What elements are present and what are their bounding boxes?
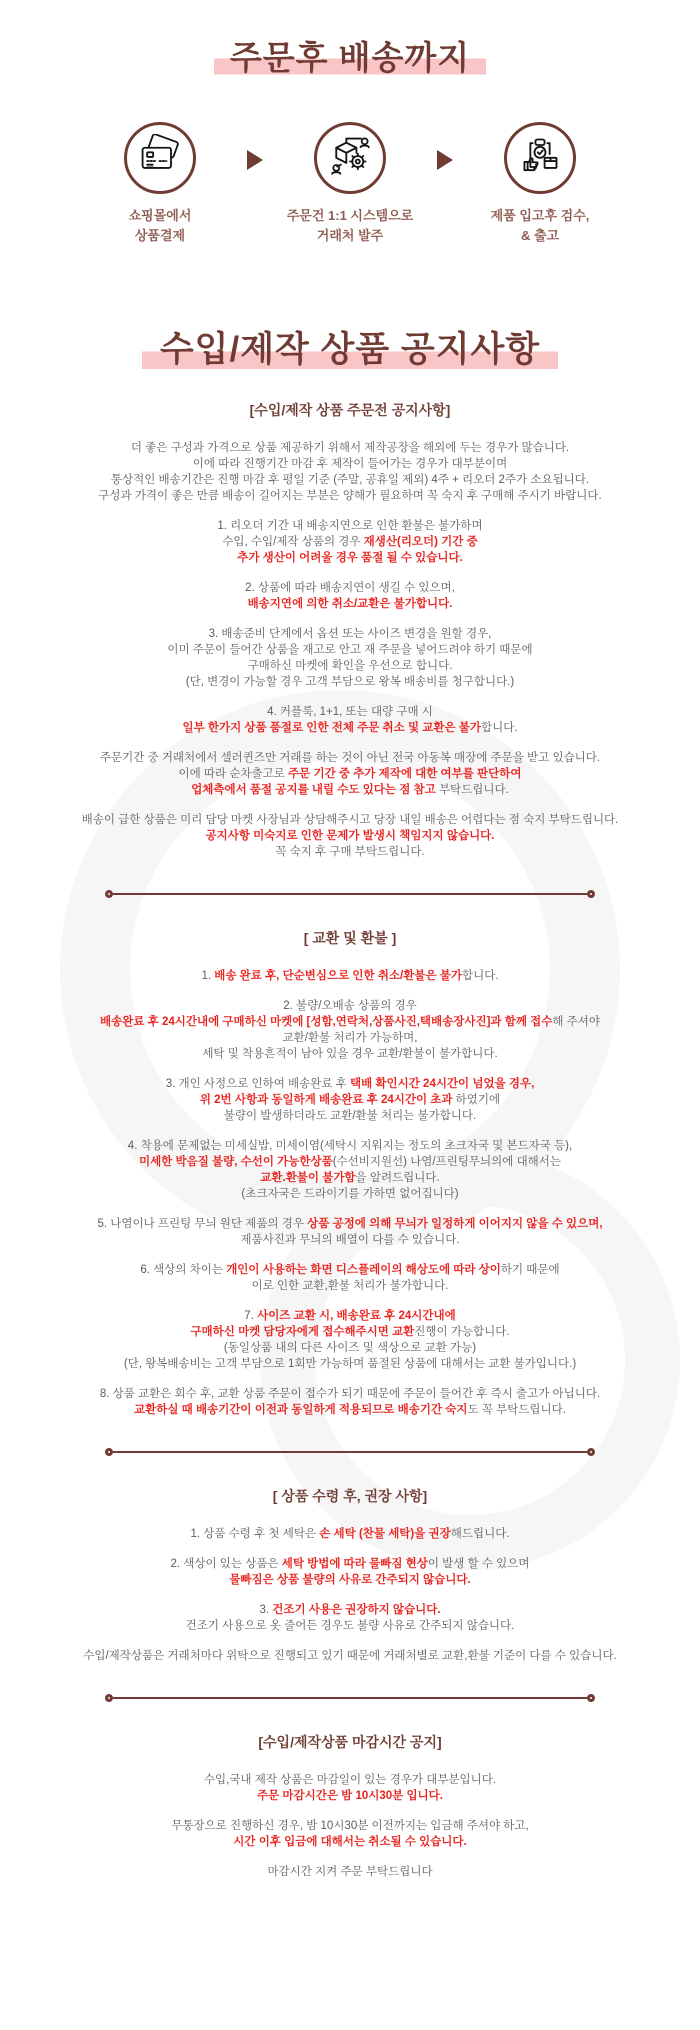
divider-ring — [105, 1448, 113, 1456]
notice-line — [0, 1618, 700, 1634]
red-emphasis: 배송완료 후 24시간내에 구매하신 마켓에 [성함,연락처,상품사진,택배송장사진]과 함께 접수 — [100, 1015, 553, 1028]
notice-line — [0, 1186, 700, 1202]
red-emphasis: 재생산(리오더) 기간 중 — [363, 535, 478, 548]
notice-text: 수입,국내 제작 상품은 마감일이 있는 경우가 대부분입니다. — [203, 1773, 497, 1786]
notice-text: 4. 커플룩, 1+1, 또는 대량 구매 시 — [267, 705, 433, 718]
divider-line — [113, 1697, 587, 1699]
notice-text: (단, 변경이 가능할 경우 고객 부담으로 왕복 배송비를 청구합니다.) — [185, 675, 515, 688]
red-emphasis: 사이즈 교환 시, 배송완료 후 24시간내에 — [257, 1309, 456, 1322]
step-label-line: & 출고 — [520, 227, 560, 243]
notice-line — [0, 1648, 700, 1664]
notice-text: 8. 상품 교환은 회수 후, 교환 상품 주문이 접수가 되기 때문에 주문이 들어간 후 즉시 출고가 아닙니다. — [99, 1387, 601, 1400]
notice-text: 마감시간 지켜 주문 부탁드립니다 — [267, 1865, 433, 1878]
notice-text: 1. 상품 수령 후 첫 세탁은 — [190, 1527, 320, 1540]
notice-text: 구성과 가격이 좋은 만큼 배송이 길어지는 부분은 양해가 필요하며 꼭 숙지 후 구매해 주시기 바랍니다. — [98, 489, 602, 502]
notice-line — [0, 828, 700, 844]
process-step-inspection — [455, 122, 625, 245]
notice-paragraph — [0, 1602, 700, 1634]
notice-text: 도 꼭 부탁드립니다. — [467, 1403, 566, 1416]
divider-line — [113, 893, 587, 895]
red-emphasis: 주문 기간 중 추가 제작에 대한 여부를 판단하여 — [288, 767, 522, 780]
red-emphasis: 교환하실 때 배송기간이 이전과 동일하게 적용되므로 배송기간 숙지 — [134, 1403, 468, 1416]
divider-ring — [587, 1448, 595, 1456]
notice-line — [0, 1772, 700, 1788]
notice-line — [0, 1834, 700, 1850]
step-label-line: 상품결제 — [134, 227, 186, 243]
divider-ring — [105, 890, 113, 898]
notice-line — [0, 1324, 700, 1340]
page-title: 주문후 배송까지 — [214, 40, 486, 76]
notice-text: 을 알려드립니다. — [355, 1171, 440, 1184]
step-label — [75, 206, 245, 245]
notice-line — [0, 534, 700, 550]
notice-line — [0, 1386, 700, 1402]
divider-ring — [105, 1694, 113, 1702]
notice-text: 이로 인한 교환,환불 처리가 불가합니다. — [251, 1279, 449, 1292]
red-emphasis: 상품 공정에 의해 무늬가 일정하게 이어지지 않을 수 있으며, — [307, 1217, 603, 1230]
notice-paragraph — [0, 440, 700, 504]
notice-text: 1. 리오더 기간 내 배송지연으로 인한 환불은 불가하며 — [217, 519, 483, 532]
notice-line — [0, 1014, 700, 1030]
notice-line — [0, 1572, 700, 1588]
notice-line — [0, 1308, 700, 1324]
inspection-shipping-icon — [518, 134, 562, 183]
notice-text: 해드립니다. — [450, 1527, 510, 1540]
notice-text: 제품사진과 무늬의 배열이 다를 수 있습니다. — [240, 1233, 460, 1246]
notice-paragraph — [0, 580, 700, 612]
notice-text: 해 주셔야 — [552, 1015, 600, 1028]
notice-line — [0, 1154, 700, 1170]
step-label — [265, 206, 435, 245]
notice-text: 3. — [259, 1603, 273, 1616]
section-header: [ 교환 및 환불 ] — [303, 929, 397, 946]
red-emphasis: 건조기 사용은 권장하지 않습니다. — [272, 1603, 441, 1616]
notice-paragraph — [0, 1772, 700, 1804]
red-emphasis: 손 세탁 (찬물 세탁)을 권장 — [319, 1527, 451, 1540]
red-emphasis: 일부 한가지 상품 품절로 인한 전체 주문 취소 및 교환은 불가 — [182, 721, 482, 734]
section-header: [ 상품 수령 후, 권장 사항] — [272, 1487, 428, 1504]
notice-line — [0, 766, 700, 782]
notice-text: 5. 나염이나 프린팅 무늬 원단 제품의 경우 — [97, 1217, 308, 1230]
notice-text: (초크자국은 드라이기를 가하면 없어집니다) — [241, 1187, 459, 1200]
notice-line — [0, 1108, 700, 1124]
notice-paragraph — [0, 1386, 700, 1418]
arrow-right-icon — [247, 150, 263, 170]
notice-text: 교환/환불 처리가 가능하며, — [282, 1031, 418, 1044]
red-emphasis: 교환.환불이 불가함 — [260, 1171, 356, 1184]
red-emphasis: 주문 마감시간은 밤 10시30분 입니다. — [257, 1789, 443, 1802]
divider-ring — [587, 890, 595, 898]
notice-line — [0, 1030, 700, 1046]
page-title-wrap — [0, 40, 700, 76]
step-label-line: 거래처 발주 — [316, 227, 384, 243]
notice-line — [0, 1788, 700, 1804]
credit-card-icon — [138, 134, 182, 183]
notice-text: 3. 개인 사정으로 인하여 배송완료 후 — [165, 1077, 350, 1090]
notice-text: 이에 따라 순차출고로 — [178, 767, 289, 780]
notice-text: 부탁드립니다. — [435, 783, 509, 796]
notice-line — [0, 550, 700, 566]
notice-text: 구매하신 마켓에 확인을 우선으로 합니다. — [247, 659, 453, 672]
notice-line — [0, 1092, 700, 1108]
step-label-line: 주문건 1:1 시스템으로 — [286, 208, 414, 224]
red-emphasis: 구매하신 마켓 담당자에게 접수해주시면 교환 — [190, 1325, 415, 1338]
notice-text: (동일상품 내의 다른 사이즈 및 색상으로 교환 가능) — [223, 1341, 477, 1354]
notice-text: 하였기에 — [452, 1093, 501, 1106]
notice-paragraph — [0, 1818, 700, 1850]
red-emphasis: 개인이 사용하는 화면 디스플레이의 해상도에 따라 상이 — [226, 1263, 501, 1276]
notice-paragraph — [0, 1556, 700, 1588]
notice-text: 이에 따라 진행기간 마감 후 제작이 들어가는 경우가 대부분이며 — [192, 457, 508, 470]
arrow-right-icon — [437, 150, 453, 170]
notice-text: (수선비지원선) 나염/프린팅무늬의에 대해서는 — [332, 1155, 562, 1168]
step-label-line: 쇼핑몰에서 — [128, 208, 192, 224]
notice-line — [0, 596, 700, 612]
notice-line — [0, 1526, 700, 1542]
section-header: [수입/제작 상품 주문전 공지사항] — [249, 401, 451, 418]
notice-paragraph — [0, 1138, 700, 1202]
notice-line — [0, 1278, 700, 1294]
notice-text: 1. — [201, 969, 215, 982]
notice-line — [0, 1602, 700, 1618]
notice-text: 세탁 및 착용흔적이 남아 있을 경우 교환/환불이 불가합니다. — [202, 1047, 498, 1060]
divider-ring — [587, 1694, 595, 1702]
red-emphasis: 미세한 박음질 불량, 수선이 가능한상품 — [138, 1155, 333, 1168]
notice-text: 하기 때문에 — [500, 1263, 560, 1276]
notice-line — [0, 782, 700, 798]
notice-line — [0, 518, 700, 534]
notice-line — [0, 440, 700, 456]
notice-line — [0, 580, 700, 596]
notice-line — [0, 1262, 700, 1278]
notice-text: 수입/제작상품은 거래처마다 위탁으로 진행되고 있기 때문에 거래처별로 교환,환불 기준이 다를 수 있습니다. — [83, 1649, 617, 1662]
notice-paragraph — [0, 518, 700, 566]
notice-text: 진행이 가능합니다. — [414, 1325, 510, 1338]
notice-paragraph — [0, 812, 700, 860]
notice-text: 더 좋은 구성과 가격으로 상품 제공하기 위해서 제작공장을 해외에 두는 경우가 많습니다. — [130, 441, 570, 454]
notice-text: 4. 착용에 문제없는 미세실밥, 미세이염(세탁시 지워지는 정도의 초크자국 및 본드자국 등), — [127, 1139, 573, 1152]
section-divider — [105, 890, 595, 898]
notice-paragraph — [0, 1526, 700, 1542]
notice-line — [0, 456, 700, 472]
notice-text: 불량이 발생하더라도 교환/환불 처리는 불가합니다. — [223, 1109, 477, 1122]
notice-text: 2. 색상이 있는 상품은 — [170, 1557, 282, 1570]
notice-paragraph — [0, 1216, 700, 1248]
red-emphasis: 물빠짐은 상품 불량의 사유로 간주되지 않습니다. — [229, 1573, 471, 1586]
red-emphasis: 위 2번 사항과 동일하게 배송완료 후 24시간이 초과 — [199, 1093, 453, 1106]
notice-text: (단, 왕복배송비는 고객 부담으로 1회만 가능하며 품절된 상품에 대해서는 교환 불가입니다.) — [123, 1357, 577, 1370]
notice-line — [0, 1170, 700, 1186]
notice-text: 주문기간 중 거래처에서 셀러퀸즈만 거래를 하는 것이 아닌 전국 아동복 매장에 주문을 받고 있습니다. — [99, 751, 601, 764]
section-divider — [105, 1694, 595, 1702]
notice-line — [0, 812, 700, 828]
notice-line — [0, 674, 700, 690]
notice-text: 건조기 사용으로 옷 줄어든 경우도 불량 사유로 간주되지 않습니다. — [185, 1619, 515, 1632]
notice-line — [0, 1864, 700, 1880]
step-circle — [314, 122, 386, 194]
notice-title-wrap — [0, 245, 700, 370]
notice-text: 3. 배송준비 단계에서 옵션 또는 사이즈 변경을 원할 경우, — [208, 627, 492, 640]
notice-line — [0, 998, 700, 1014]
notice-text: 이미 주문이 들어간 상품을 재고로 안고 재 주문을 넣어드려야 하기 때문에 — [167, 643, 533, 656]
notice-line — [0, 720, 700, 736]
notice-line — [0, 658, 700, 674]
notice-line — [0, 1356, 700, 1372]
red-emphasis: 세탁 방법에 따라 물빠짐 현상 — [281, 1557, 428, 1570]
notice-text: 무통장으로 진행하신 경우, 밤 10시30분 이전까지는 입금해 주셔야 하고, — [171, 1819, 529, 1832]
section-divider — [105, 1448, 595, 1456]
red-emphasis: 배송지연에 의한 취소/교환은 불가합니다. — [247, 597, 453, 610]
step-circle — [124, 122, 196, 194]
notice-line — [0, 1232, 700, 1248]
notice-paragraph — [0, 750, 700, 798]
notice-line — [0, 642, 700, 658]
notice-paragraph — [0, 1864, 700, 1880]
notice-line — [0, 1076, 700, 1092]
red-emphasis: 택배 확인시간 24시간이 넘었을 경우, — [350, 1077, 535, 1090]
notice-line — [0, 1138, 700, 1154]
notice-line — [0, 844, 700, 860]
notice-text: 2. 불량/오배송 상품의 경우 — [283, 999, 417, 1012]
notice-text: 꼭 숙지 후 구매 부탁드립니다. — [275, 845, 425, 858]
red-emphasis: 추가 생산이 어려울 경우 품절 될 수 있습니다. — [237, 551, 463, 564]
notice-line — [0, 704, 700, 720]
notice-line — [0, 472, 700, 488]
notice-title: 수입/제작 상품 공지사항 — [142, 331, 558, 370]
notice-line — [0, 1216, 700, 1232]
notice-text: 합니다. — [462, 969, 499, 982]
notice-line — [0, 1556, 700, 1572]
notice-text: 2. 상품에 따라 배송지연이 생길 수 있으며, — [245, 581, 455, 594]
process-step-order-system — [265, 122, 435, 245]
notice-paragraph — [0, 968, 700, 984]
notice-text: 통상적인 배송기간은 진행 마감 후 평일 기준 (주말, 공휴일 제외) 4주 + 리오더 2주가 소요됩니다. — [110, 473, 590, 486]
notice-line — [0, 1340, 700, 1356]
notice-text: 7. — [244, 1309, 258, 1322]
notice-line — [0, 1402, 700, 1418]
notice-line — [0, 626, 700, 642]
notice-paragraph — [0, 1648, 700, 1664]
step-label — [455, 206, 625, 245]
notice-text: 이 발생 할 수 있으며 — [427, 1557, 530, 1570]
notice-text: 합니다. — [481, 721, 518, 734]
notice-line — [0, 968, 700, 984]
divider-line — [113, 1451, 587, 1453]
order-system-icon — [328, 134, 372, 183]
notice-paragraph — [0, 1262, 700, 1294]
red-emphasis: 시간 이후 입금에 대해서는 취소될 수 있습니다. — [233, 1835, 467, 1848]
section-header: [수입/제작상품 마감시간 공지] — [258, 1733, 442, 1750]
notice-line — [0, 1046, 700, 1062]
process-step-payment — [75, 122, 245, 245]
notice-paragraph — [0, 1076, 700, 1124]
red-emphasis: 배송 완료 후, 단순변심으로 인한 취소/환불은 불가 — [214, 969, 462, 982]
order-process-flow — [0, 122, 700, 245]
notice-text: 6. 색상의 차이는 — [140, 1263, 227, 1276]
notice-text: 배송이 급한 상품은 미리 담당 마켓 사장님과 상담해주시고 당장 내일 배송은 어렵다는 점 숙지 부탁드립니다. — [81, 813, 619, 826]
notice-text: 수입, 수입/제작 상품의 경우 — [222, 535, 364, 548]
notice-paragraph — [0, 704, 700, 736]
notice-line — [0, 1818, 700, 1834]
step-circle — [504, 122, 576, 194]
notice-line — [0, 750, 700, 766]
notice-paragraph — [0, 998, 700, 1062]
notice-body — [0, 400, 700, 1880]
notice-paragraph — [0, 1308, 700, 1372]
notice-paragraph — [0, 626, 700, 690]
red-emphasis: 공지사항 미숙지로 인한 문제가 발생시 책임지지 않습니다. — [205, 829, 495, 842]
red-emphasis: 업체측에서 품절 공지를 내릴 수도 있다는 점 참고 — [191, 783, 436, 796]
step-label-line: 제품 입고후 검수, — [490, 208, 590, 224]
notice-line — [0, 488, 700, 504]
